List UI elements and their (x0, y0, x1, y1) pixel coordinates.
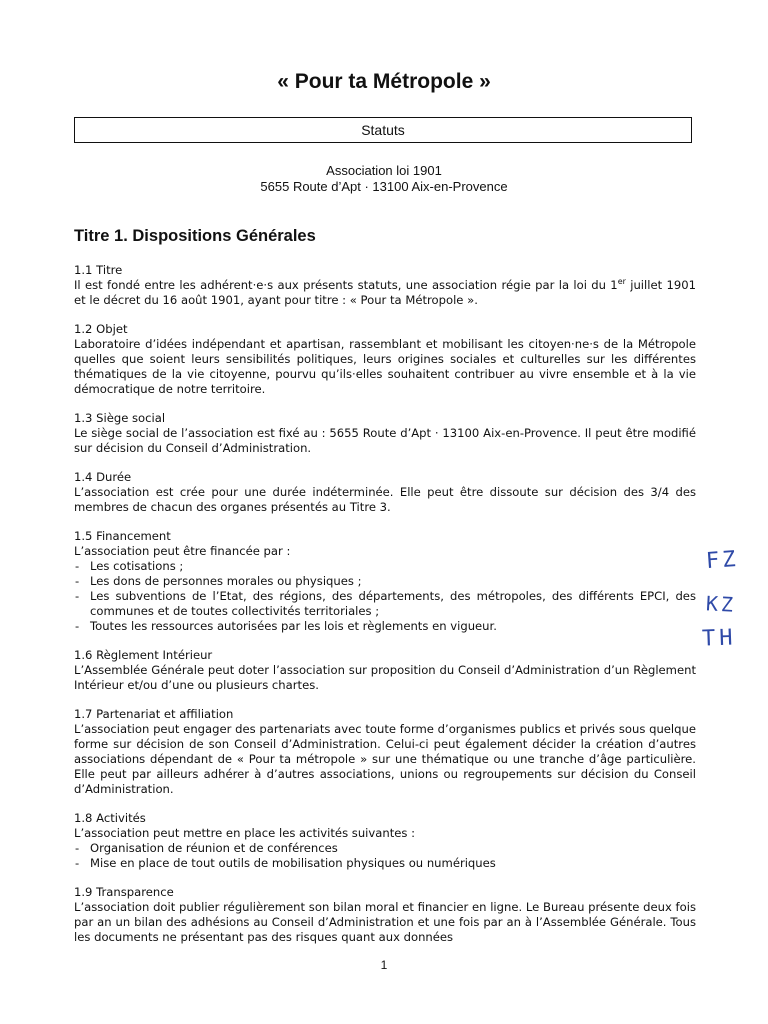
handwritten-note: KZ (705, 591, 737, 617)
statuts-label: Statuts (361, 122, 405, 138)
article-text-part: juillet 1901 et le décret du 16 août 1901, ayant pour titre : « Pour ta Métropole ». (74, 278, 696, 307)
handwritten-note: FZ (705, 546, 740, 575)
article-intro: L’association peut mettre en place les activités suivantes : (74, 826, 416, 840)
article-title: 1.4 Durée (74, 470, 132, 484)
association-info (0, 163, 768, 195)
article-1-3 (74, 411, 696, 456)
list-item: - Organisation de réunion et de conférences (74, 841, 696, 856)
article-1-2 (74, 322, 696, 397)
article-title: 1.2 Objet (74, 322, 128, 336)
page-number: 1 (380, 958, 388, 972)
article-text: Laboratoire d’idées indépendant et apartisan, rassemblant et mobilisant les citoyen·ne·s de la Métropole quelles que soient leurs sensibilités politiques, leurs origines sociales et culturelles sur les différentes thématiques de la vie citoyenne, pourvu qu’ils·elles souhaitent contribuer au vivre ensemble et à la vie démocratique de notre territoire. (74, 337, 696, 396)
article-title: 1.1 Titre (74, 263, 123, 277)
article-intro: L’association peut être financée par : (74, 544, 291, 558)
association-type: Association loi 1901 (326, 163, 442, 178)
statuts-header-box (74, 117, 692, 143)
article-1-6 (74, 648, 696, 693)
article-text (74, 278, 696, 308)
article-1-5 (74, 529, 696, 634)
article-1-9 (74, 885, 696, 945)
article-title: 1.3 Siège social (74, 411, 166, 425)
article-text: L’Assemblée Générale peut doter l’association sur proposition du Conseil d’Administration d’un Règlement Intérieur et/ou d’une ou plusieurs chartes. (74, 663, 696, 692)
ordinal-superscript: er (617, 277, 626, 287)
association-address: 5655 Route d’Apt · 13100 Aix-en-Provence (260, 179, 508, 194)
article-title: 1.7 Partenariat et affiliation (74, 707, 234, 721)
article-1-4 (74, 470, 696, 515)
article-text: L’association doit publier régulièrement son bilan moral et financier en ligne. Le Bureau présente deux fois par an un bilan des adhésions au Conseil d’Administration et une fois par an à l’Assemblée Générale. Tous les documents ne présentant pas des risques quant aux données (74, 900, 696, 944)
article-title: 1.8 Activités (74, 811, 146, 825)
list-item: - Mise en place de tout outils de mobilisation physiques ou numériques (74, 856, 696, 871)
article-1-1 (74, 263, 696, 308)
article-text: L’association est crée pour une durée indéterminée. Elle peut être dissoute sur décision des 3/4 des membres de chacun des organes présentés au Titre 3. (74, 485, 696, 514)
document-body (74, 263, 696, 959)
article-title: 1.6 Règlement Intérieur (74, 648, 213, 662)
article-1-7 (74, 707, 696, 797)
article-title: 1.9 Transparence (74, 885, 174, 899)
article-text: Le siège social de l’association est fixé au : 5655 Route d’Apt · 13100 Aix-en-Provence. Il peut être modifié sur décision du Conseil d’Administration. (74, 426, 696, 455)
list-item: - Toutes les ressources autorisées par les lois et règlements en vigueur. (74, 619, 696, 634)
handwritten-note: TH (701, 625, 737, 652)
document-title: « Pour ta Métropole » (277, 70, 491, 93)
article-title: 1.5 Financement (74, 529, 171, 543)
activities-list (74, 841, 696, 871)
handwritten-margin-notes (702, 548, 762, 658)
list-item: - Les dons de personnes morales ou physiques ; (74, 574, 696, 589)
financing-list (74, 559, 696, 634)
article-1-8 (74, 811, 696, 871)
list-item: - Les subventions de l’Etat, des régions, des départements, des métropoles, des différents EPCI, des communes et de toutes collectivités territoriales ; (74, 589, 696, 619)
list-item: - Les cotisations ; (74, 559, 696, 574)
section-title: Titre 1. Dispositions Générales (74, 227, 316, 245)
article-text-part: Il est fondé entre les adhérent·e·s aux présents statuts, une association régie par la loi du 1 (74, 278, 618, 292)
article-text: L’association peut engager des partenariats avec toute forme d’organismes publics et privés sous quelque forme sur décision de son Conseil d’Administration. Celui-ci peut également décider la création d’autres associations dépendant de « Pour ta métropole » sur une thématique ou une tranche d’âge particulière. Elle peut par ailleurs adhérer à d’autres associations, unions ou regroupements sur décision du Conseil d’Administration. (74, 722, 696, 796)
